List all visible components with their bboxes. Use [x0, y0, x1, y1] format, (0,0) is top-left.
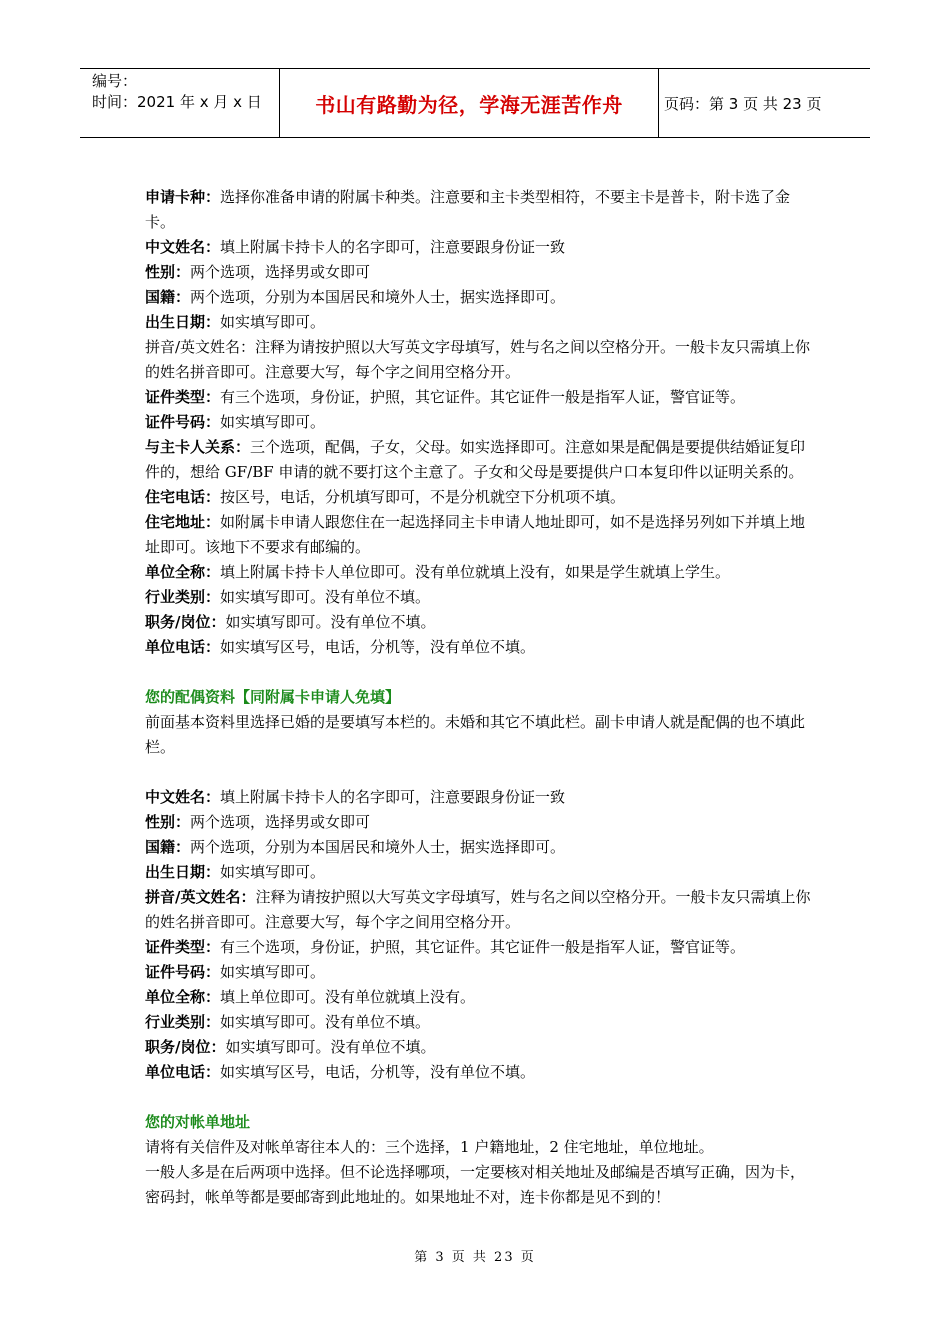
field-text: 如实填写即可。	[220, 313, 326, 331]
field-label: 申请卡种：	[145, 188, 221, 206]
field-description	[145, 635, 815, 660]
field-label: 国籍：	[145, 838, 191, 856]
field-text: 填上附属卡持卡人的名字即可，注意要跟身份证一致	[220, 238, 566, 256]
field-description	[145, 960, 815, 985]
field-text: 如实填写区号，电话，分机等，没有单位不填。	[220, 1063, 536, 1081]
field-text: 注释为请按护照以大写英文字母填写，姓与名之间以空格分开。一般卡友只需填上你的姓名拼音即可。注意要大写，每个字之间用空格分开。	[145, 888, 811, 931]
field-description	[145, 1010, 815, 1035]
field-text: 如附属卡申请人跟您住在一起选择同主卡申请人地址即可，如不是选择另列如下并填上地址即可。该地下不要求有邮编的。	[145, 513, 806, 556]
field-label: 行业类别：	[145, 588, 221, 606]
statement-line-1: 请将有关信件及对帐单寄往本人的：三个选择，1 户籍地址，2 住宅地址，单位地址。	[145, 1138, 714, 1156]
field-label: 单位电话：	[145, 638, 221, 656]
field-text: 如实填写即可。没有单位不填。	[225, 1038, 436, 1056]
field-description	[145, 335, 815, 385]
field-text: 按区号，电话，分机填写即可，不是分机就空下分机项不填。	[220, 488, 626, 506]
field-text: 有三个选项，身份证，护照，其它证件。其它证件一般是指军人证，警官证等。	[220, 388, 746, 406]
field-description	[145, 835, 815, 860]
section-supplementary-card	[145, 185, 815, 660]
field-description	[145, 435, 815, 485]
field-label: 住宅电话：	[145, 488, 221, 506]
field-label: 拼音/英文姓名：	[145, 888, 256, 906]
field-label: 行业类别：	[145, 1013, 221, 1031]
field-text: 三个选项，配偶，子女，父母。如实选择即可。注意如果是配偶是要提供结婚证复印件的，想给 GF/BF 申请的就不要打这个主意了。子女和父母是要提供户口本复印件以证明关系的。	[145, 438, 806, 481]
field-description	[145, 260, 815, 285]
field-label: 单位全称：	[145, 563, 221, 581]
section-spouse-items	[145, 785, 815, 1085]
field-label: 证件号码：	[145, 963, 221, 981]
field-label: 性别：	[145, 263, 191, 281]
field-description	[145, 285, 815, 310]
field-text: 填上附属卡持卡人单位即可。没有单位就填上没有，如果是学生就填上学生。	[220, 563, 731, 581]
field-text: 两个选项，分别为本国居民和境外人士，据实选择即可。	[190, 838, 566, 856]
field-description	[145, 185, 815, 235]
field-description	[145, 585, 815, 610]
field-description	[145, 785, 815, 810]
field-description	[145, 410, 815, 435]
header-motto-cell	[280, 69, 659, 137]
field-description	[145, 560, 815, 585]
field-label: 与主卡人关系：	[145, 438, 251, 456]
field-text: 填上单位即可。没有单位就填上没有。	[220, 988, 476, 1006]
field-label: 国籍：	[145, 288, 191, 306]
field-label: 证件号码：	[145, 413, 221, 431]
field-description	[145, 610, 815, 635]
field-label: 职务/岗位：	[145, 1038, 226, 1056]
field-text: 如实填写即可。	[220, 413, 326, 431]
field-label: 证件类型：	[145, 938, 221, 956]
field-label: 单位电话：	[145, 1063, 221, 1081]
field-text: 如实填写即可。	[220, 963, 326, 981]
header-time-label: 时间：2021 年 x 月 x 日	[92, 93, 262, 111]
field-text: 如实填写区号，电话，分机等，没有单位不填。	[220, 638, 536, 656]
field-description	[145, 810, 815, 835]
field-text: 如实填写即可。没有单位不填。	[220, 1013, 431, 1031]
field-label: 性别：	[145, 813, 191, 831]
field-description	[145, 510, 815, 560]
header-motto: 书山有路勤为径，学海无涯苦作舟	[315, 92, 623, 117]
field-text: 两个选项，选择男或女即可	[190, 263, 371, 281]
field-description	[145, 885, 815, 935]
field-label: 中文姓名：	[145, 788, 221, 806]
field-description	[145, 1035, 815, 1060]
field-text: 选择你准备申请的附属卡种类。注意要和主卡类型相符，不要主卡是普卡，附卡选了金卡。	[145, 188, 791, 231]
field-text: 两个选项，选择男或女即可	[190, 813, 371, 831]
section-title-statement-address: 您的对帐单地址	[145, 1113, 251, 1131]
page-header	[80, 68, 870, 138]
section-title-spouse: 您的配偶资料【同附属卡申请人免填】	[145, 688, 401, 706]
field-text: 两个选项，分别为本国居民和境外人士，据实选择即可。	[190, 288, 566, 306]
section-intro-spouse: 前面基本资料里选择已婚的是要填写本栏的。未婚和其它不填此栏。副卡申请人就是配偶的也不填此栏。	[145, 713, 806, 756]
field-text: 有三个选项，身份证，护照，其它证件。其它证件一般是指军人证，警官证等。	[220, 938, 746, 956]
field-description	[145, 385, 815, 410]
header-number-label: 编号：	[92, 72, 138, 90]
document-body	[145, 185, 815, 1210]
field-label: 住宅地址：	[145, 513, 221, 531]
field-description	[145, 935, 815, 960]
field-text: 如实填写即可。没有单位不填。	[225, 613, 436, 631]
field-description	[145, 310, 815, 335]
field-description	[145, 235, 815, 260]
field-text: 拼音/英文姓名：注释为请按护照以大写英文字母填写，姓与名之间以空格分开。一般卡友只需填上你的姓名拼音即可。注意要大写，每个字之间用空格分开。	[145, 338, 811, 381]
header-page-cell	[658, 69, 876, 137]
statement-line-2: 一般人多是在后两项中选择。但不论选择哪项，一定要核对相关地址及邮编是否填写正确，因为卡，密码封，帐单等都是要邮寄到此地址的。如果地址不对，连卡你都是见不到的！	[145, 1163, 806, 1206]
field-text: 如实填写即可。没有单位不填。	[220, 588, 431, 606]
page-footer: 第 3 页 共 23 页	[414, 1250, 536, 1265]
field-text: 填上附属卡持卡人的名字即可，注意要跟身份证一致	[220, 788, 566, 806]
header-page-info: 页码：第 3 页 共 23 页	[664, 94, 822, 113]
field-description	[145, 860, 815, 885]
field-description	[145, 1060, 815, 1085]
field-text: 如实填写即可。	[220, 863, 326, 881]
field-label: 单位全称：	[145, 988, 221, 1006]
field-label: 出生日期：	[145, 313, 221, 331]
field-description	[145, 485, 815, 510]
field-label: 职务/岗位：	[145, 613, 226, 631]
header-left-cell	[80, 69, 280, 137]
field-description	[145, 985, 815, 1010]
field-label: 中文姓名：	[145, 238, 221, 256]
field-label: 出生日期：	[145, 863, 221, 881]
field-label: 证件类型：	[145, 388, 221, 406]
